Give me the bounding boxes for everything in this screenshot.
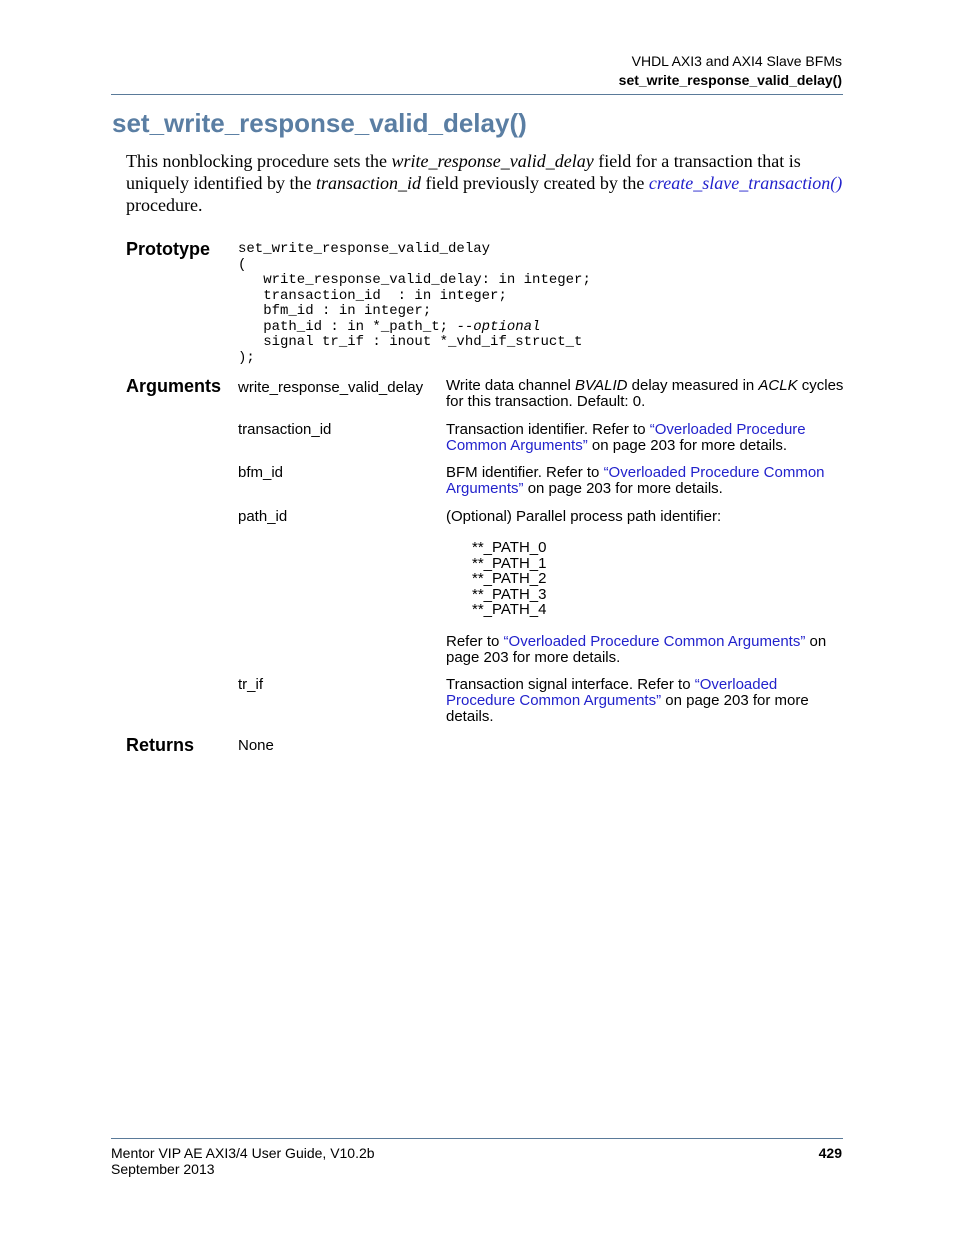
footer-rule xyxy=(111,1138,843,1139)
code-line-8: ); xyxy=(238,349,255,366)
arg-desc-path-id: (Optional) Parallel process path identifier: xyxy=(446,508,722,525)
arg-desc-write-response-valid-delay xyxy=(446,378,846,410)
arguments-label: Arguments xyxy=(126,376,222,396)
path-value: **_PATH_1 xyxy=(472,554,547,572)
arg1-text-3: cycles for this transaction. Default: 0. xyxy=(446,377,844,410)
arg-name-path-id: path_id xyxy=(238,508,288,525)
path-value: **_PATH_3 xyxy=(472,585,547,603)
arg3-common-arguments-link[interactable]: “Overloaded Procedure Common Arguments” xyxy=(446,464,825,497)
arg3-text-2: on page 203 for more details. xyxy=(523,480,723,497)
arg-desc-path-id-refer xyxy=(446,634,846,666)
page-number: 429 xyxy=(818,1145,842,1161)
path-value: **_PATH_4 xyxy=(472,601,547,618)
intro-paragraph xyxy=(126,150,846,216)
code-line-1: set_write_response_valid_delay xyxy=(238,241,491,257)
arg4-text-2: on page 203 for more details. xyxy=(446,633,827,666)
path-id-values-list xyxy=(472,540,546,618)
code-line-4: transaction_id : in integer; xyxy=(238,287,507,304)
arg-name-write-response-valid-delay: write_response_valid_delay xyxy=(238,379,424,396)
code-line-6: path_id : in *_path_t; xyxy=(238,318,457,335)
running-header-chapter: VHDL AXI3 and AXI4 Slave BFMs xyxy=(631,53,842,69)
arg4-text-1: Refer to xyxy=(446,633,504,650)
intro-text-1: This nonblocking procedure sets the xyxy=(126,151,392,171)
arg2-common-arguments-link[interactable]: “Overloaded Procedure Common Arguments” xyxy=(446,421,806,454)
prototype-label: Prototype xyxy=(126,239,211,259)
arg-desc-bfm-id xyxy=(446,465,846,497)
header-rule xyxy=(111,94,843,95)
running-header-section: set_write_response_valid_delay() xyxy=(618,72,842,88)
intro-italic-transaction-id: transaction_id xyxy=(315,173,421,193)
arg1-italic-aclk: ACLK xyxy=(758,377,798,394)
intro-text-3: field previously created by the xyxy=(420,173,649,193)
arg-desc-tr-if xyxy=(446,677,846,725)
arg-name-transaction-id: transaction_id xyxy=(238,421,332,438)
arg-name-tr-if: tr_if xyxy=(238,676,264,693)
arg1-text-2: delay measured in xyxy=(627,377,759,394)
arg2-text-2: on page 203 for more details. xyxy=(587,437,788,454)
intro-text-4: procedure. xyxy=(126,195,203,215)
arg4-common-arguments-link[interactable]: “Overloaded Procedure Common Arguments” xyxy=(503,633,806,650)
code-line-7: signal tr_if : inout *_vhd_if_struct_t xyxy=(238,334,583,350)
arg-name-bfm-id: bfm_id xyxy=(238,464,284,481)
returns-value: None xyxy=(238,737,274,754)
returns-label: Returns xyxy=(126,735,195,755)
intro-text-2: field for a transaction that is uniquely identified by the xyxy=(126,151,801,193)
code-line-5: bfm_id : in integer; xyxy=(238,303,432,319)
footer-date: September 2013 xyxy=(111,1161,215,1177)
arg-desc-transaction-id xyxy=(446,422,846,454)
arg5-text-2: on page 203 for more details. xyxy=(446,692,809,725)
code-line-2: ( xyxy=(238,256,247,273)
arg2-text-1: Transaction identifier. Refer to xyxy=(446,421,650,438)
create-slave-transaction-link[interactable]: create_slave_transaction() xyxy=(648,173,843,193)
page-title: set_write_response_valid_delay() xyxy=(112,108,527,138)
arg1-text-1: Write data channel xyxy=(446,377,575,394)
path-value: **_PATH_2 xyxy=(472,570,547,587)
intro-italic-field: write_response_valid_delay xyxy=(391,151,594,171)
code-comment-optional: --optional xyxy=(456,318,541,335)
arg5-text-1: Transaction signal interface. Refer to xyxy=(446,676,695,693)
arg3-text-1: BFM identifier. Refer to xyxy=(446,464,604,481)
prototype-code xyxy=(238,242,591,366)
arg1-italic-bvalid: BVALID xyxy=(574,377,628,394)
path-value: **_PATH_0 xyxy=(472,539,547,556)
arg5-common-arguments-link[interactable]: “Overloaded Procedure Common Arguments” xyxy=(446,676,778,709)
code-line-3: write_response_valid_delay: in integer; xyxy=(238,272,591,288)
footer-guide-title: Mentor VIP AE AXI3/4 User Guide, V10.2b xyxy=(111,1145,375,1161)
